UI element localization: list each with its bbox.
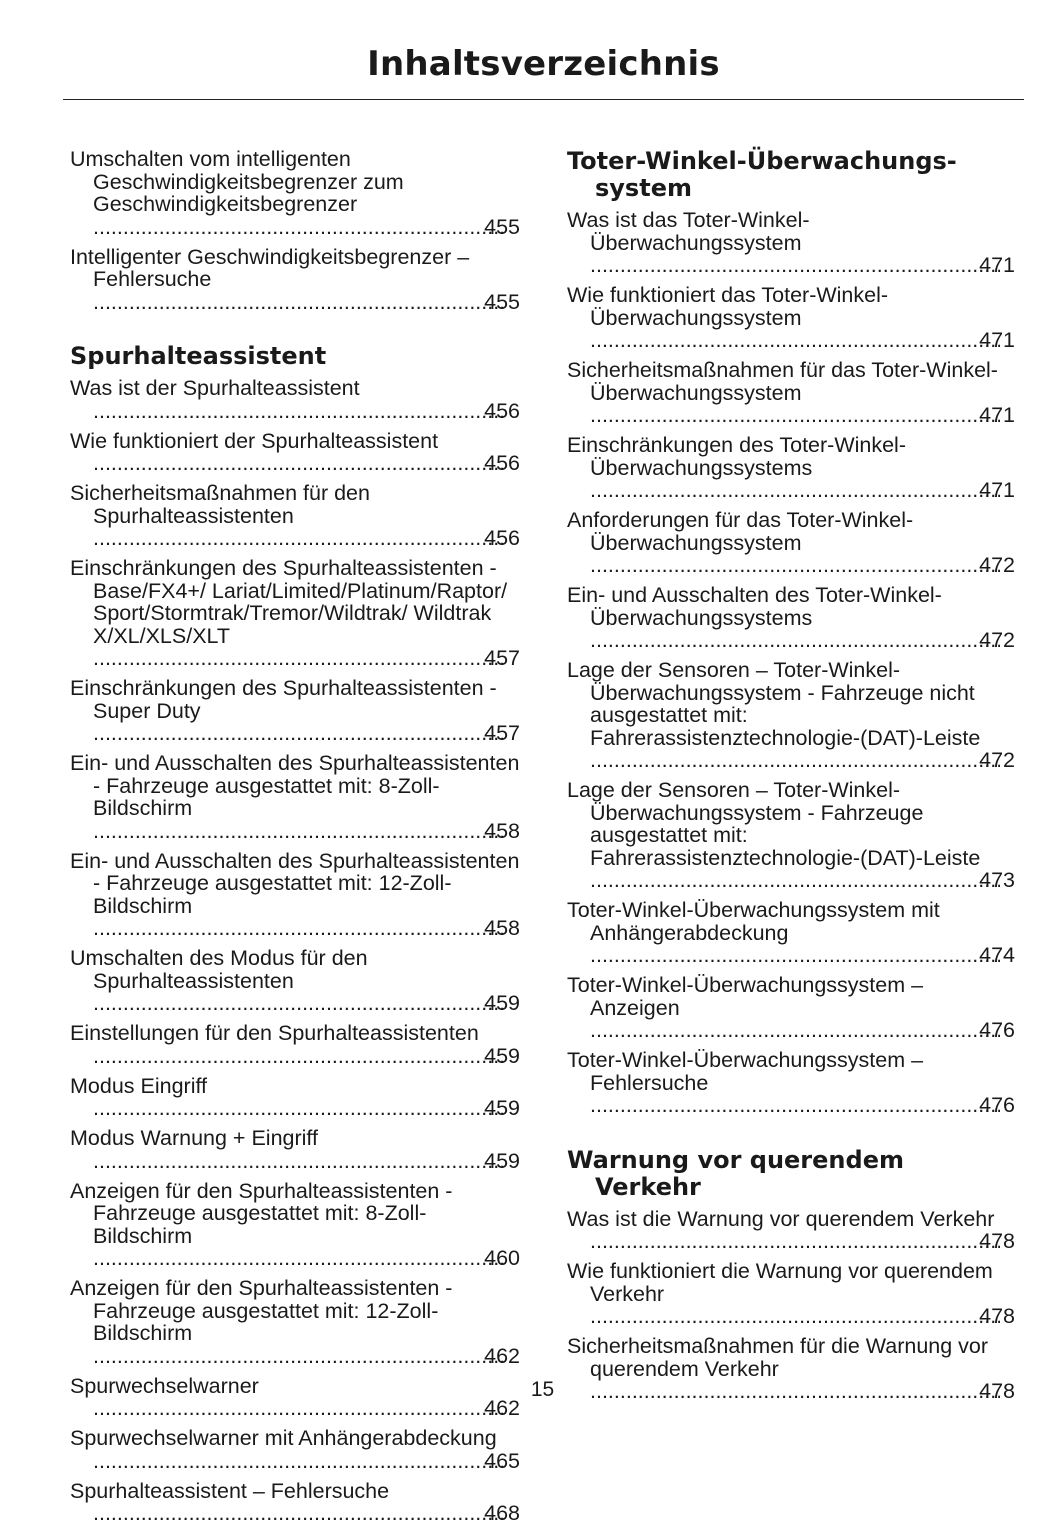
toc-entry-title: Lage der Sensoren – Toter-Winkel-Überwachungssystem - Fahrzeuge nicht ausgestattet mit: Fahrerassistenztechnologie-(DAT)-Leiste	[567, 658, 981, 750]
toc-entry[interactable]	[70, 677, 520, 745]
dot-leader	[93, 216, 520, 239]
dot-leader	[93, 1150, 520, 1173]
dot-leader	[590, 749, 1015, 772]
toc-entry-page: 455	[484, 214, 520, 239]
dot-leader	[93, 1502, 520, 1525]
toc-entry-page: 478	[979, 1304, 1015, 1328]
querverkehr-entries	[567, 1208, 1015, 1403]
toc-entry-title: Wie funktioniert der Spurhalteassistent	[70, 428, 439, 453]
page-title: Inhaltsverzeichnis	[367, 44, 720, 84]
dot-leader	[590, 869, 1015, 892]
toc-entry-page: 462	[484, 1343, 520, 1368]
toc-entry[interactable]	[70, 850, 520, 940]
toc-entry-title: Lage der Sensoren – Toter-Winkel-Überwachungssystem - Fahrzeuge ausgestattet mit: Fahrerassistenztechnologie-(DAT)-Leiste	[567, 778, 981, 870]
toc-entry-page: 474	[979, 943, 1015, 967]
toc-entry-title: Umschalten des Modus für den Spurhalteassistenten	[70, 946, 368, 993]
toc-entry-page: 472	[979, 748, 1015, 772]
toc-entry[interactable]	[567, 434, 1015, 502]
toc-entry-title: Einstellungen für den Spurhalteassistenten	[70, 1021, 479, 1045]
dot-leader	[93, 400, 520, 423]
toc-entry-page: 471	[979, 253, 1015, 277]
dot-leader	[93, 820, 520, 843]
spurhalteassistent-entries	[70, 377, 520, 1525]
toc-entry-title: Ein- und Ausschalten des Toter-Winkel-Überwachungssystems	[567, 583, 942, 630]
toc-entry-page: 456	[484, 398, 520, 423]
toc-entry-page: 455	[484, 289, 520, 314]
toc-entry-page: 459	[484, 991, 520, 1015]
toc-entry-title: Einschränkungen des Toter-Winkel-Überwachungssystems	[567, 433, 906, 480]
toc-entry-page: 456	[484, 451, 520, 475]
toc-entry-page: 471	[979, 403, 1015, 427]
toc-entry-title: Toter-Winkel-Überwachungssystem – Fehlersuche	[567, 1048, 924, 1095]
dot-leader	[590, 944, 1015, 967]
dot-leader	[93, 1450, 520, 1473]
toc-entry-title: Ein- und Ausschalten des Spurhalteassistenten - Fahrzeuge ausgestattet mit: 12-Zoll-Bildschirm	[70, 848, 520, 918]
dot-leader	[93, 1097, 520, 1120]
toc-entry[interactable]	[567, 899, 1015, 967]
toc-entry-title: Toter-Winkel-Überwachungssystem mit Anhängerabdeckung	[567, 898, 940, 945]
page-number: 15	[530, 1378, 555, 1401]
toc-entry-title: Toter-Winkel-Überwachungssystem – Anzeigen	[567, 973, 924, 1020]
toc-entry-title: Anzeigen für den Spurhalteassistenten - Fahrzeuge ausgestattet mit: 12-Zoll-Bildschirm	[70, 1276, 453, 1345]
toc-entry-page: 478	[979, 1229, 1015, 1253]
toc-entry[interactable]	[70, 430, 520, 475]
toc-entry[interactable]	[70, 1277, 520, 1367]
toc-entry[interactable]	[70, 1075, 520, 1120]
toc-entry-title: Spurhalteassistent – Fehlersuche	[70, 1478, 390, 1503]
toc-entry-title: Wie funktioniert die Warnung vor querendem Verkehr	[567, 1259, 993, 1306]
toc-entry[interactable]	[567, 209, 1015, 277]
toc-entry[interactable]	[567, 509, 1015, 577]
toc-entry[interactable]	[567, 1260, 1015, 1328]
toc-entry[interactable]	[567, 974, 1015, 1042]
toc-entry[interactable]	[70, 148, 520, 238]
toc-entry-page: 473	[979, 868, 1015, 892]
section-heading-toter-winkel: Toter-Winkel-Überwachungs-system	[567, 147, 957, 202]
dot-leader	[93, 1345, 520, 1368]
dot-leader	[590, 629, 1015, 652]
toc-entry-title: Spurwechselwarner	[70, 1373, 259, 1398]
toc-entry-title: Modus Eingriff	[70, 1073, 208, 1098]
toc-entry-title: Sicherheitsmaßnahmen für die Warnung vor querendem Verkehr	[567, 1334, 989, 1381]
section-heading-querverkehr: Warnung vor querendem Verkehr	[567, 1145, 904, 1201]
toc-entry[interactable]	[70, 482, 520, 550]
toc-entry[interactable]	[567, 1049, 1015, 1117]
toc-entry[interactable]	[70, 377, 520, 422]
dot-leader	[93, 917, 520, 940]
dot-leader	[590, 329, 1015, 352]
toc-entry[interactable]	[70, 1427, 520, 1472]
toc-entry[interactable]	[567, 359, 1015, 427]
toc-entry[interactable]	[70, 1127, 520, 1172]
toc-entry-page: 471	[979, 328, 1015, 352]
toc-entry[interactable]	[70, 1180, 520, 1270]
toc-entry-page: 459	[484, 1043, 520, 1068]
toc-entry[interactable]	[70, 752, 520, 842]
toc-entry-page: 462	[484, 1396, 520, 1420]
dot-leader	[590, 1305, 1015, 1328]
toc-entry-title: Was ist die Warnung vor querendem Verkehr	[567, 1206, 995, 1231]
toc-entry[interactable]	[70, 1480, 520, 1525]
toc-entry[interactable]	[567, 1208, 1015, 1253]
toc-entry-title: Was ist das Toter-Winkel-Überwachungssystem	[567, 208, 810, 255]
toc-entry-page: 465	[484, 1448, 520, 1473]
dot-leader	[93, 722, 520, 745]
dot-leader	[590, 1019, 1015, 1042]
toc-entry-title: Anzeigen für den Spurhalteassistenten - Fahrzeuge ausgestattet mit: 8-Zoll-Bildschirm	[70, 1178, 453, 1248]
toc-entry[interactable]	[567, 779, 1015, 892]
dot-leader	[93, 992, 520, 1015]
toc-entry-page: 476	[979, 1018, 1015, 1042]
toc-entry-page: 472	[979, 553, 1015, 577]
dot-leader	[590, 404, 1015, 427]
toc-right-column	[567, 148, 1015, 1410]
dot-leader	[590, 1094, 1015, 1117]
toc-entry-page: 472	[979, 628, 1015, 652]
toc-entry-page: 457	[484, 721, 520, 745]
toc-entry-title: Umschalten vom intelligenten Geschwindigkeitsbegrenzer zum Geschwindigkeitsbegrenzer	[70, 147, 404, 216]
dot-leader	[93, 1247, 520, 1270]
toc-entry-page: 458	[484, 916, 520, 940]
toc-entry-page: 459	[484, 1148, 520, 1173]
toc-entry-title: Modus Warnung + Eingriff	[70, 1126, 318, 1150]
dot-leader	[590, 254, 1015, 277]
toc-entry-page: 478	[979, 1379, 1015, 1403]
toc-entry-page: 468	[484, 1501, 520, 1525]
toc-entry[interactable]	[70, 1022, 520, 1067]
toc-entry-page: 457	[484, 646, 520, 670]
toc-entry[interactable]	[567, 284, 1015, 352]
toc-entry-title: Sicherheitsmaßnahmen für den Spurhalteassistenten	[70, 481, 370, 528]
toc-entry[interactable]	[567, 659, 1015, 772]
dot-leader	[93, 1045, 520, 1068]
toc-entry[interactable]	[70, 947, 520, 1015]
toc-entry-page: 456	[484, 526, 520, 550]
toc-entry-title: Spurwechselwarner mit Anhängerabdeckung	[70, 1426, 497, 1450]
toc-entry-page: 460	[484, 1246, 520, 1270]
toter-winkel-entries	[567, 209, 1015, 1117]
toc-left-column	[70, 148, 520, 1532]
title-divider	[63, 99, 1024, 100]
toc-entry-title: Wie funktioniert das Toter-Winkel-Überwachungssystem	[567, 283, 889, 330]
toc-entry-title: Einschränkungen des Spurhalteassistenten - Super Duty	[70, 676, 497, 723]
toc-entry-title: Einschränkungen des Spurhalteassistenten - Base/FX4+/ Lariat/Limited/Platinum/Raptor/ Sport/Stormtrak/Tremor/Wildtrak/ Wildtrak X/XL/XLS/XLT	[70, 556, 508, 648]
dot-leader	[590, 554, 1015, 577]
toc-entry-page: 458	[484, 818, 520, 843]
toc-entry-page: 459	[484, 1096, 520, 1120]
toc-entry-title: Sicherheitsmaßnahmen für das Toter-Winkel-Überwachungssystem	[567, 358, 998, 405]
toc-entry-page: 471	[979, 478, 1015, 502]
dot-leader	[93, 291, 520, 314]
dot-leader	[590, 479, 1015, 502]
toc-entry-page: 476	[979, 1093, 1015, 1117]
toc-entry-title: Anforderungen für das Toter-Winkel-Überwachungssystem	[567, 508, 914, 555]
toc-entry-title: Was ist der Spurhalteassistent	[70, 376, 360, 400]
intro-entries	[70, 148, 520, 313]
toc-entry[interactable]	[567, 584, 1015, 652]
toc-entry[interactable]	[70, 557, 520, 670]
toc-entry-title: Ein- und Ausschalten des Spurhalteassistenten - Fahrzeuge ausgestattet mit: 8-Zoll-Bildschirm	[70, 751, 520, 820]
dot-leader	[590, 1230, 1015, 1253]
toc-entry-title: Intelligenter Geschwindigkeitsbegrenzer – Fehlersuche	[70, 244, 470, 291]
dot-leader	[93, 527, 520, 550]
section-heading-spurhalteassistent: Spurhalteassistent	[70, 342, 327, 370]
dot-leader	[93, 647, 520, 670]
toc-entry[interactable]	[70, 246, 520, 314]
dot-leader	[93, 452, 520, 475]
